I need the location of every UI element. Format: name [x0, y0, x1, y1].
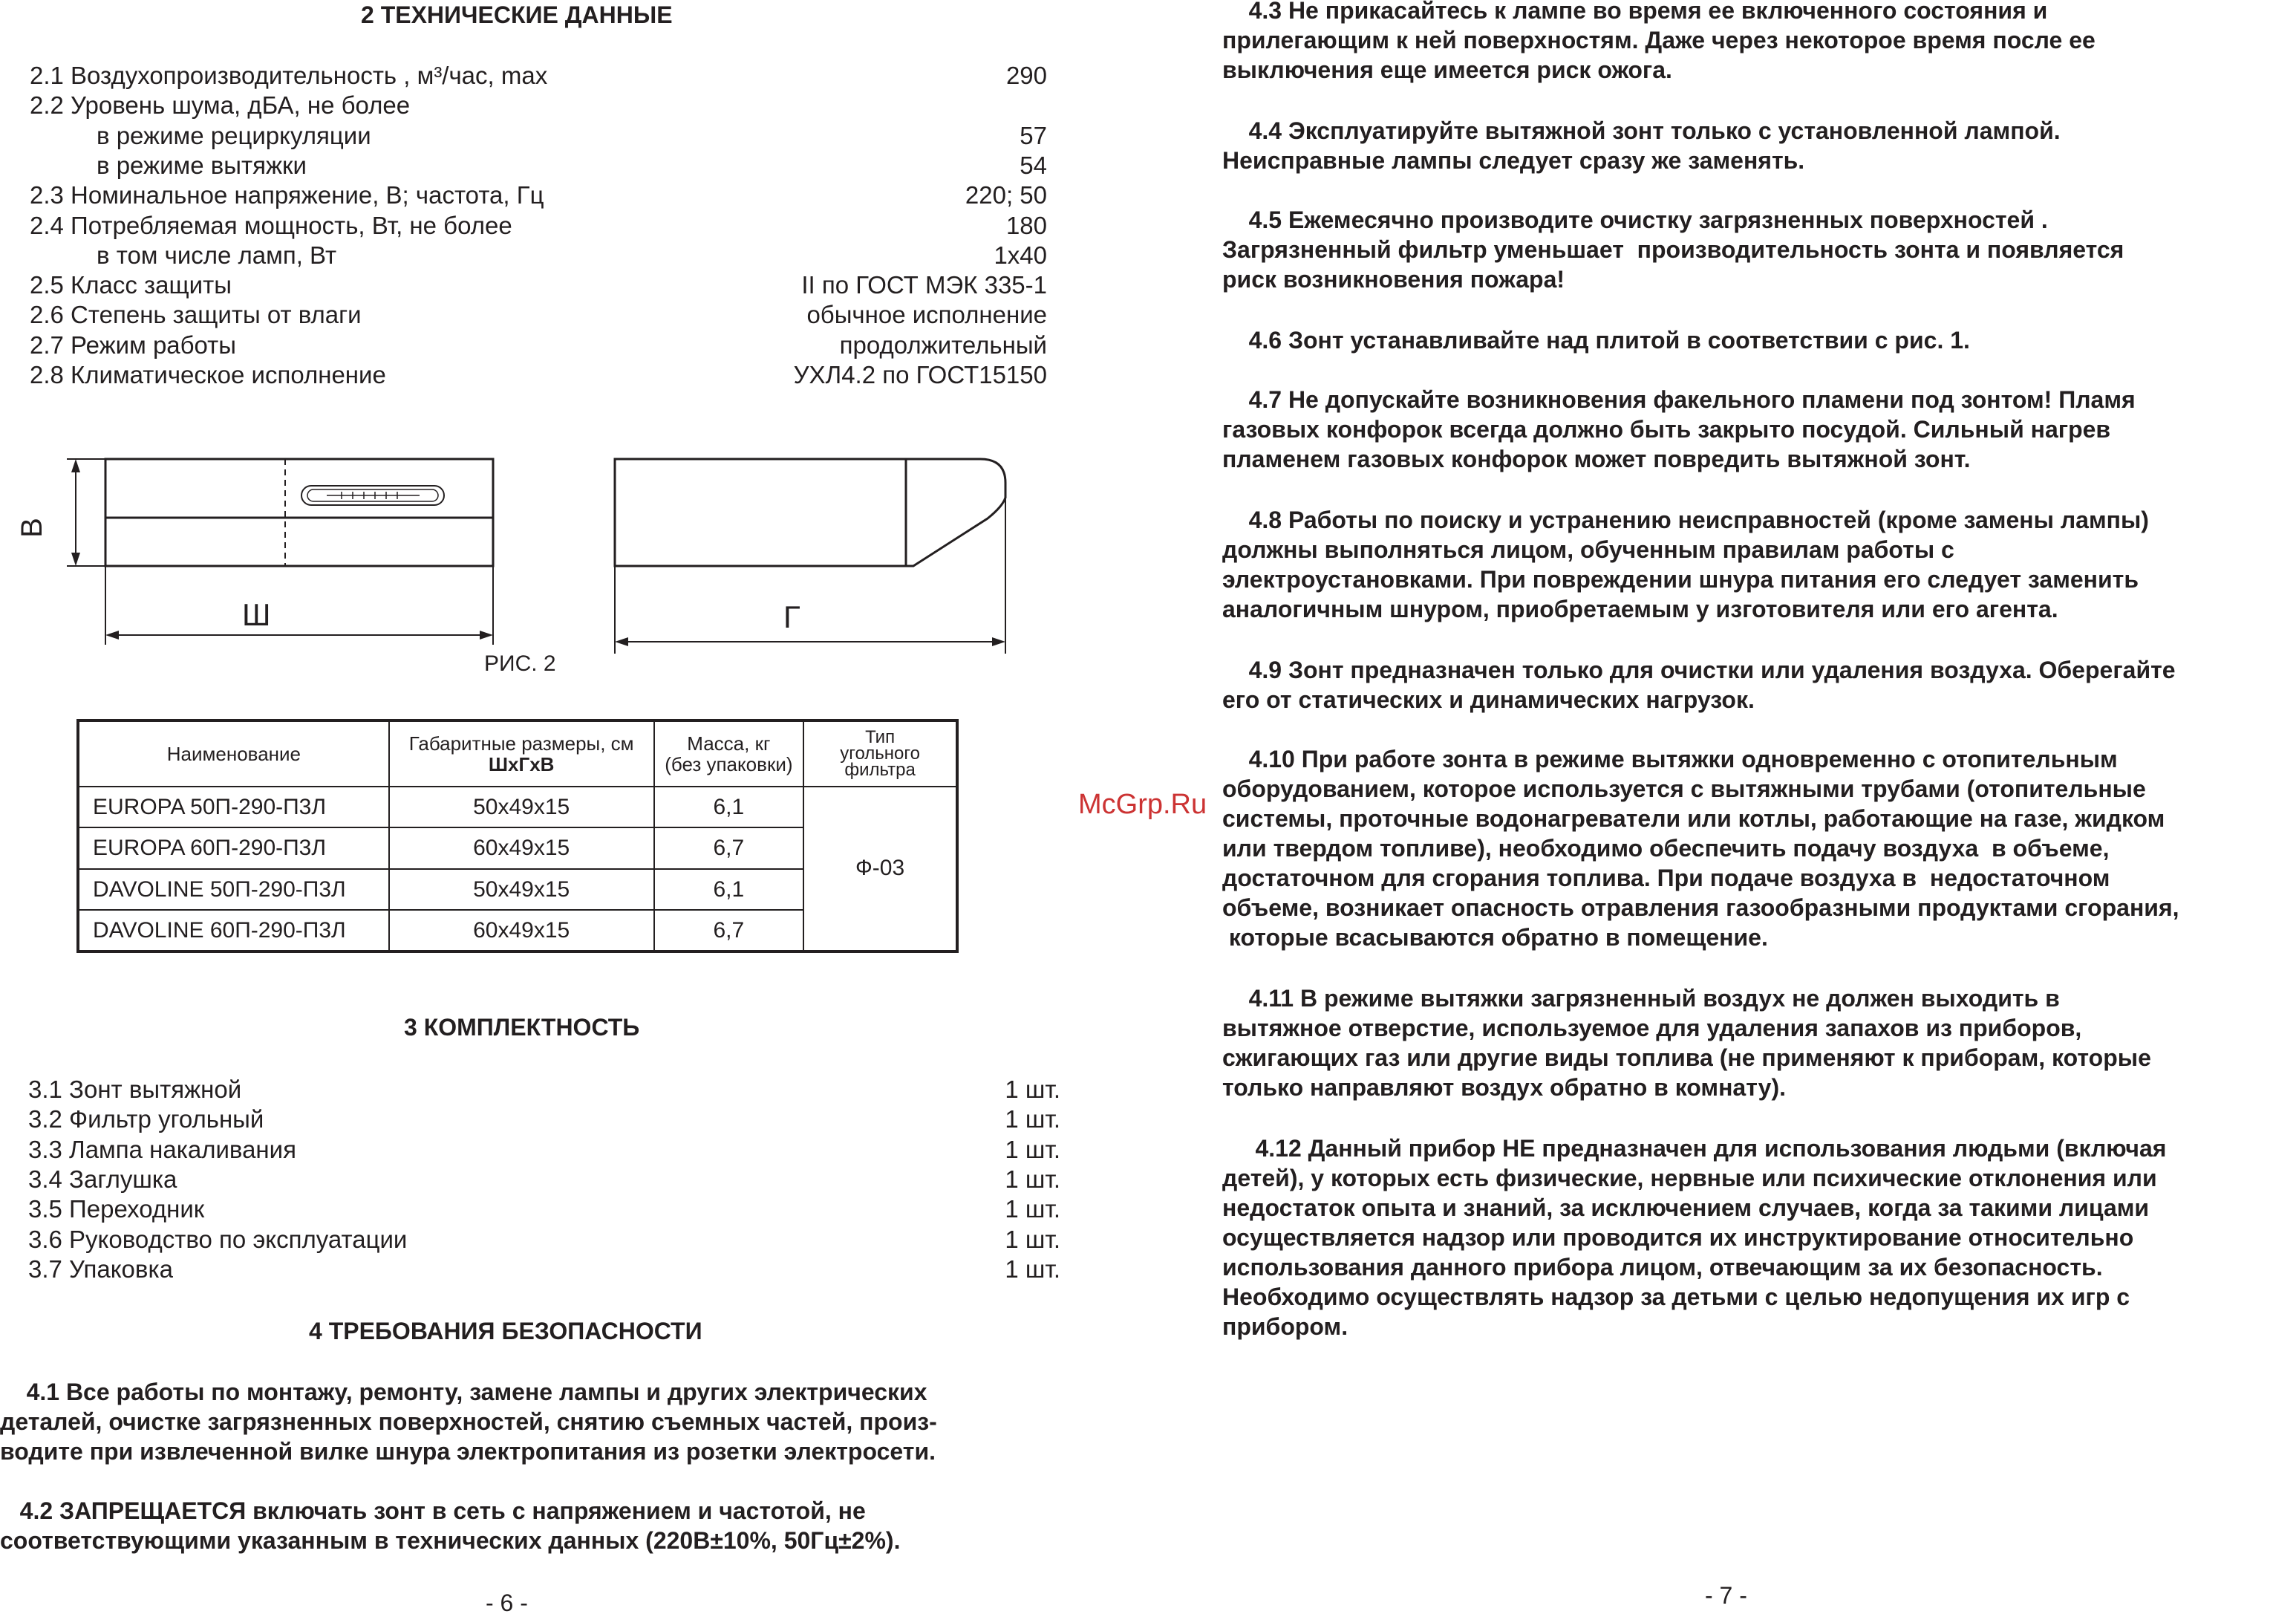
figure-caption: РИС. 2 — [484, 651, 556, 676]
models-table — [76, 719, 959, 953]
cell-mass: 6,1 — [654, 869, 804, 911]
kit-label: 3.3 Лампа накаливания — [28, 1135, 296, 1163]
para-4-1: 4.1 Все работы по монтажу, ремонту, замене лампы и других электрических деталей, очистке загрязненных поверхностей, снятию съемных частей, произ- водите при извлеченной вилке шнура электропитания из розетки электросети. — [0, 1379, 937, 1465]
para-4-3: 4.3 Не прикасайтесь к лампе во время ее включенного состояния и прилегающим к ней поверхностям. Даже через некоторое время после ее выключения еще имеется риск ожога. — [1222, 0, 2096, 83]
kit-value: 1 шт. — [1005, 1255, 1060, 1283]
kit-value: 1 шт. — [1005, 1135, 1060, 1163]
spec-label: 2.8 Климатическое исполнение — [30, 361, 386, 388]
para-4-11: 4.11 В режиме вытяжки загрязненный воздух не должен выходить в вытяжное отверстие, используемое для удаления запахов из приборов, сжигающих газ или другие виды топлива (не применяют к приборам, которые только направляют воздух обратно в комнату). — [1222, 985, 2151, 1101]
kit-row — [28, 1135, 1060, 1165]
table-row — [78, 787, 957, 828]
para-4-12: 4.12 Данный прибор НЕ предназначен для использования людьми (включая детей), у которых есть физические, нервные или психические отклонения или недостаток опыта и знаний, за исключением случаев, когда за такими лицами осуществляется надзор или проводится их инструктирование относительно использования данного прибора лицом, отвечающим за их безопасность. Необходимо осуществлять надзор за детьми с целью недопущения их игр с прибором. — [1222, 1135, 2167, 1340]
col-header-dims: Габаритные размеры, см ШхГхВ — [389, 720, 654, 787]
figure-2-drawing — [22, 446, 1017, 654]
cell-name: DAVOLINE 60П-290-П3Л — [78, 910, 389, 951]
para-4-5: 4.5 Ежемесячно производите очистку загрязненных поверхностей . Загрязненный фильтр уменьшает производительность зонта и появляется риск возникновения пожара! — [1222, 206, 2124, 293]
spec-row — [30, 151, 1047, 180]
para-4-6: 4.6 Зонт устанавливайте над плитой в соответствии с рис. 1. — [1222, 327, 1970, 354]
cell-name: EUROPA 50П-290-П3Л — [78, 787, 389, 828]
kit-value: 1 шт. — [1005, 1225, 1060, 1253]
kit-row — [28, 1104, 1060, 1134]
cell-mass: 6,7 — [654, 827, 804, 869]
para-4-8: 4.8 Работы по поиску и устранению неисправностей (кроме замены лампы) должны выполняться лицом, обученным правилам работы с электроустановками. При повреждении шнура питания его следует заменить аналогичным шнуром, приобретаемым у изготовителя или его агента. — [1222, 507, 2149, 622]
cell-name: DAVOLINE 50П-290-П3Л — [78, 869, 389, 911]
spec-row — [30, 331, 1047, 360]
kit-value: 1 шт. — [1005, 1076, 1060, 1103]
kit-label: 3.2 Фильтр угольный — [28, 1105, 264, 1133]
spec-value: 290 — [1005, 62, 1047, 89]
spec-label: в режиме вытяжки — [97, 151, 307, 179]
spec-row — [30, 360, 1047, 390]
spec-label: в том числе ламп, Вт — [97, 241, 337, 269]
spec-row — [30, 241, 1047, 270]
cell-dims: 50х49х15 — [389, 869, 654, 911]
kit-row — [28, 1165, 1060, 1194]
kit-label: 3.6 Руководство по эксплуатации — [28, 1225, 408, 1253]
kit-row — [28, 1255, 1060, 1284]
spec-label: 2.2 Уровень шума, дБА, не более — [30, 91, 411, 120]
spec-label: 2.5 Класс защиты — [30, 271, 232, 299]
cell-dims: 60х49х15 — [389, 910, 654, 951]
col-header-name: Наименование — [78, 720, 389, 787]
kit-row — [28, 1194, 1060, 1224]
spec-label: 2.1 Воздухопроизводительность , м³/час, max — [30, 62, 548, 89]
side-view-outline — [615, 459, 1005, 566]
cell-dims: 50х49х15 — [389, 787, 654, 828]
kit-row — [28, 1225, 1060, 1255]
spec-row — [30, 211, 1047, 241]
spec-row — [30, 180, 1047, 210]
spec-row — [30, 91, 1047, 120]
spec-value: 57 — [1020, 121, 1047, 149]
kit-label: 3.7 Упаковка — [28, 1255, 173, 1283]
para-4-9: 4.9 Зонт предназначен только для очистки или удаления воздуха. Оберегайте его от статических и динамических нагрузок. — [1222, 657, 2176, 713]
cell-mass: 6,7 — [654, 910, 804, 951]
kit-label: 3.5 Переходник — [28, 1195, 205, 1223]
spec-row — [30, 300, 1047, 330]
para-4-2: 4.2 ЗАПРЕЩАЕТСЯ включать зонт в сеть с напряжением и частотой, не соответствующими указанным в технических данных (220В±10%, 50Гц±2%). — [0, 1497, 901, 1554]
kit-value: 1 шт. — [1005, 1195, 1060, 1223]
cell-filter: Ф-03 — [803, 787, 957, 951]
spec-label: 2.6 Степень защиты от влаги — [30, 301, 362, 329]
cell-mass: 6,1 — [654, 787, 804, 828]
spec-value: УХЛ4.2 по ГОСТ15150 — [793, 361, 1047, 388]
cell-name: EUROPA 60П-290-П3Л — [78, 827, 389, 869]
spec-row — [30, 270, 1047, 300]
spec-row — [30, 61, 1047, 91]
spec-label: 2.4 Потребляемая мощность, Вт, не более — [30, 211, 512, 239]
para-4-10: 4.10 При работе зонта в режиме вытяжки одновременно с отопительным оборудованием, которое используется с вытяжными трубами (отопительные системы, проточные водонагреватели или котлы, работающие на газе, жидком или твердом топливе), необходимо обеспечить подачу воздуха в объеме, достаточном для сгорания топлива. При подаче воздуха в недостаточном объеме, возникает опасность отравления газообразными продуктами сгорания, которые всасываются обратно в помещение. — [1222, 746, 2179, 951]
spec-row — [30, 121, 1047, 151]
watermark: McGrp.Ru — [1078, 789, 1207, 820]
spec-value: II по ГОСТ МЭК 335-1 — [801, 271, 1047, 299]
table-header-row — [78, 720, 957, 787]
section-4-title: 4 ТРЕБОВАНИЯ БЕЗОПАСНОСТИ — [309, 1318, 702, 1344]
spec-value: 1х40 — [994, 241, 1047, 269]
para-4-4: 4.4 Эксплуатируйте вытяжной зонт только с установленной лампой. Неисправные лампы следует сразу же заменять. — [1222, 117, 2061, 174]
kit-label: 3.1 Зонт вытяжной — [28, 1076, 242, 1103]
page-number-left: - 6 - — [486, 1590, 528, 1616]
figure-label-sh: Ш — [242, 597, 271, 632]
col-header-mass: Масса, кг (без упаковки) — [654, 720, 804, 787]
cell-dims: 60х49х15 — [389, 827, 654, 869]
kit-label: 3.4 Заглушка — [28, 1165, 177, 1193]
figure-label-b: В — [15, 518, 48, 538]
spec-value: 220; 50 — [965, 181, 1047, 209]
spec-value: 180 — [1005, 211, 1047, 239]
section-2-title: 2 ТЕХНИЧЕСКИЕ ДАННЫЕ — [361, 1, 673, 28]
spec-value: 54 — [1020, 151, 1047, 179]
kit-value: 1 шт. — [1005, 1165, 1060, 1193]
spec-label: 2.3 Номинальное напряжение, В; частота, Гц — [30, 181, 544, 209]
spec-value: обычное исполнение — [806, 301, 1047, 329]
spec-value: продолжительный — [839, 331, 1047, 359]
spec-label: 2.7 Режим работы — [30, 331, 237, 359]
page-number-right: - 7 - — [1705, 1582, 1747, 1609]
lamp-symbol — [301, 486, 444, 505]
front-view-outline — [105, 459, 493, 566]
para-4-7: 4.7 Не допускайте возникновения факельного пламени под зонтом! Пламя газовых конфорок всегда должно быть закрыто посудой. Сильный нагрев пламенем газовых конфорок может повредить вытяжной зонт. — [1222, 386, 2136, 472]
kit-value: 1 шт. — [1005, 1105, 1060, 1133]
figure-label-g: Г — [783, 599, 800, 634]
col-header-filter: Тип угольного фильтра — [803, 720, 957, 787]
section-3-title: 3 КОМПЛЕКТНОСТЬ — [404, 1014, 640, 1041]
spec-label: в режиме рециркуляции — [97, 121, 371, 149]
kit-row — [28, 1075, 1060, 1104]
